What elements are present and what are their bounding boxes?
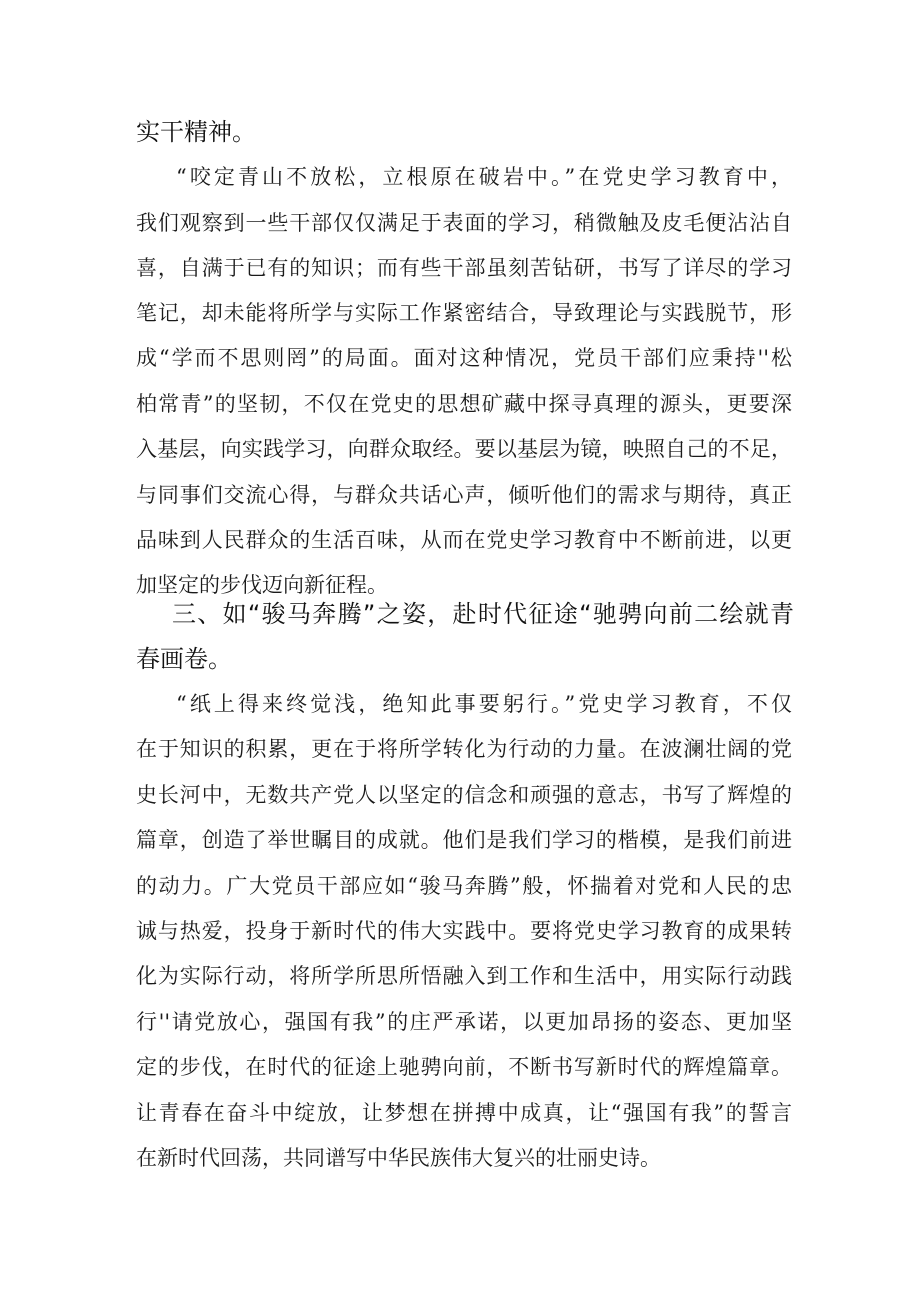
paragraph-line: 史长河中，无数共产党人以坚定的信念和顽强的意志，书写了辉煌的 [136, 783, 792, 807]
section-tail-heading: 实干精神。 [136, 118, 256, 146]
paragraph-line: 定的步伐，在时代的征途上驰骋向前，不断书写新时代的辉煌篇章。 [136, 1055, 792, 1079]
paragraph-line: 篇章，创造了举世瞩目的成就。他们是我们学习的楷模，是我们前进 [136, 828, 792, 852]
paragraph-line: 的动力。广大党员干部应如“骏马奔腾”般，怀揣着对党和人民的忠 [136, 874, 792, 898]
paragraph-line: 在于知识的积累，更在于将所学转化为行动的力量。在波澜壮阔的党 [136, 737, 792, 761]
paragraph-line: 化为实际行动，将所学所思所悟融入到工作和生活中，用实际行动践 [136, 964, 792, 988]
heading-line: 三、如“骏马奔腾”之姿，赴时代征途“驰骋向前二绘就青 [172, 600, 794, 628]
paragraph-line: 加坚定的步伐迈向新征程。 [136, 573, 388, 597]
paragraph-line: 喜，自满于已有的知识；而有些干部虽刻苦钻研，书写了详尽的学习 [136, 256, 792, 280]
heading-line: 春画卷。 [136, 645, 232, 673]
paragraph-line: 诚与热爱，投身于新时代的伟大实践中。要将党史学习教育的成果转 [136, 919, 792, 943]
paragraph-line: “纸上得来终觉浅，绝知此事要躬行。”党史学习教育，不仅 [176, 692, 792, 716]
paragraph-line: 行''请党放心，强国有我”的庄严承诺，以更加昂扬的姿态、更加坚 [136, 1010, 792, 1034]
paragraph-line: 成“学而不思则罔”的局面。面对这种情况，党员干部们应秉持''松 [136, 346, 792, 370]
paragraph-line: 在新时代回荡，共同谱写中华民族伟大复兴的壮丽史诗。 [136, 1146, 661, 1170]
paragraph-line: 笔记，却未能将所学与实际工作紧密结合，导致理论与实践脱节，形 [136, 301, 792, 325]
paragraph-line: 柏常青”的坚韧，不仅在党史的思想矿藏中探寻真理的源头，更要深 [136, 392, 792, 416]
paragraph-line: “咬定青山不放松，立根原在破岩中。”在党史学习教育中， [176, 165, 792, 189]
paragraph-line: 入基层，向实践学习，向群众取经。要以基层为镜，映照自己的不足， [136, 437, 792, 461]
paragraph-line: 与同事们交流心得，与群众共话心声，倾听他们的需求与期待，真正 [136, 483, 792, 507]
paragraph-line: 让青春在奋斗中绽放，让梦想在拼搏中成真，让“强国有我”的誓言 [136, 1101, 792, 1125]
paragraph-line: 我们观察到一些干部仅仅满足于表面的学习，稍微触及皮毛便沾沾自 [136, 211, 792, 235]
paragraph-line: 品味到人民群众的生活百味，从而在党史学习教育中不断前进，以更 [136, 528, 792, 552]
